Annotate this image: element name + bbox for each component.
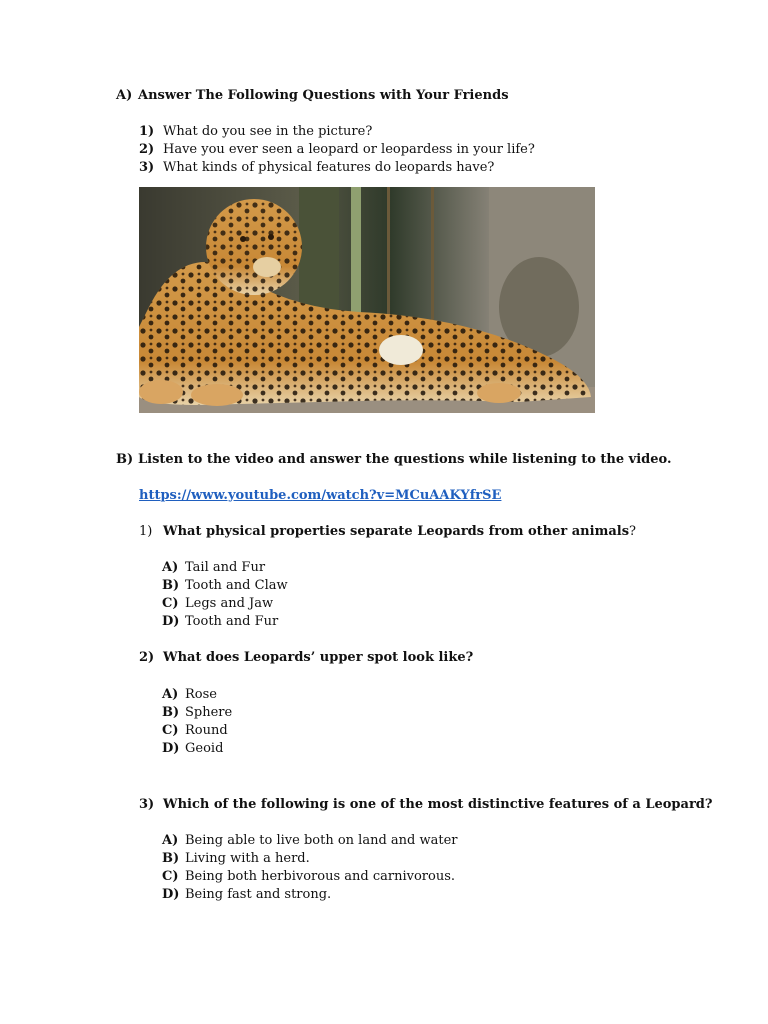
section-a-heading <box>116 88 509 103</box>
question-text: Which of the following is one of the most distinctive features of a Leopard? <box>163 797 713 812</box>
section-b-title: Listen to the video and answer the questions while listening to the video. <box>138 452 672 467</box>
option-text: Tooth and Fur <box>185 614 279 629</box>
option-item[interactable] <box>162 887 331 902</box>
question-number: 1) <box>139 524 153 539</box>
section-b-heading <box>116 452 672 467</box>
option-text: Tail and Fur <box>185 560 266 575</box>
option-item[interactable] <box>162 578 288 593</box>
question-number: 2) <box>139 142 155 157</box>
section-b-marker: B) <box>116 452 134 467</box>
question-number: 3) <box>139 160 155 175</box>
option-item[interactable] <box>162 596 273 611</box>
option-text: Tooth and Claw <box>185 578 288 593</box>
question-text: What does Leopards’ upper spot look like? <box>163 650 474 665</box>
option-text: Sphere <box>185 705 233 720</box>
question-number: 3) <box>139 797 155 812</box>
option-letter: B) <box>162 851 180 866</box>
option-text: Geoid <box>185 741 224 756</box>
option-item[interactable] <box>162 560 265 575</box>
question-list-item <box>139 142 535 157</box>
option-letter: A) <box>162 833 179 848</box>
option-item[interactable] <box>162 851 310 866</box>
section-a-title: Answer The Following Questions with Your Friends <box>138 88 509 103</box>
option-item[interactable] <box>162 723 228 738</box>
option-text: Living with a herd. <box>185 851 310 866</box>
question-text: What physical properties separate Leopards from other animals <box>163 524 630 539</box>
option-item[interactable] <box>162 833 458 848</box>
question-list-item <box>139 160 494 175</box>
option-text: Round <box>185 723 228 738</box>
video-link[interactable]: https://www.youtube.com/watch?v=MCuAAKYfrSE <box>139 488 502 503</box>
question-trail: ? <box>629 524 636 539</box>
option-letter: D) <box>162 887 180 902</box>
option-text: Being both herbivorous and carnivorous. <box>185 869 455 884</box>
option-text: Legs and Jaw <box>185 596 274 611</box>
question-2 <box>139 650 473 665</box>
option-letter: A) <box>162 560 179 575</box>
question-number: 2) <box>139 650 155 665</box>
option-item[interactable] <box>162 614 278 629</box>
question-text: What do you see in the picture? <box>163 124 373 139</box>
option-item[interactable] <box>162 741 223 756</box>
option-letter: B) <box>162 578 180 593</box>
question-text: Have you ever seen a leopard or leopardess in your life? <box>163 142 535 157</box>
option-letter: B) <box>162 705 180 720</box>
video-link-row <box>139 488 501 503</box>
leopard-image-icon <box>139 187 595 413</box>
option-letter: A) <box>162 687 179 702</box>
option-text: Being fast and strong. <box>185 887 332 902</box>
option-letter: C) <box>162 596 179 611</box>
leopard-photo <box>139 187 595 413</box>
option-item[interactable] <box>162 687 217 702</box>
question-1 <box>139 524 636 539</box>
question-3 <box>139 797 713 812</box>
option-letter: C) <box>162 869 179 884</box>
question-number: 1) <box>139 124 155 139</box>
option-text: Rose <box>185 687 217 702</box>
question-text: What kinds of physical features do leopards have? <box>163 160 495 175</box>
option-letter: C) <box>162 723 179 738</box>
option-item[interactable] <box>162 705 232 720</box>
question-list-item <box>139 124 372 139</box>
option-letter: D) <box>162 614 180 629</box>
section-a-marker: A) <box>116 88 133 103</box>
option-text: Being able to live both on land and water <box>185 833 458 848</box>
option-letter: D) <box>162 741 180 756</box>
option-item[interactable] <box>162 869 455 884</box>
